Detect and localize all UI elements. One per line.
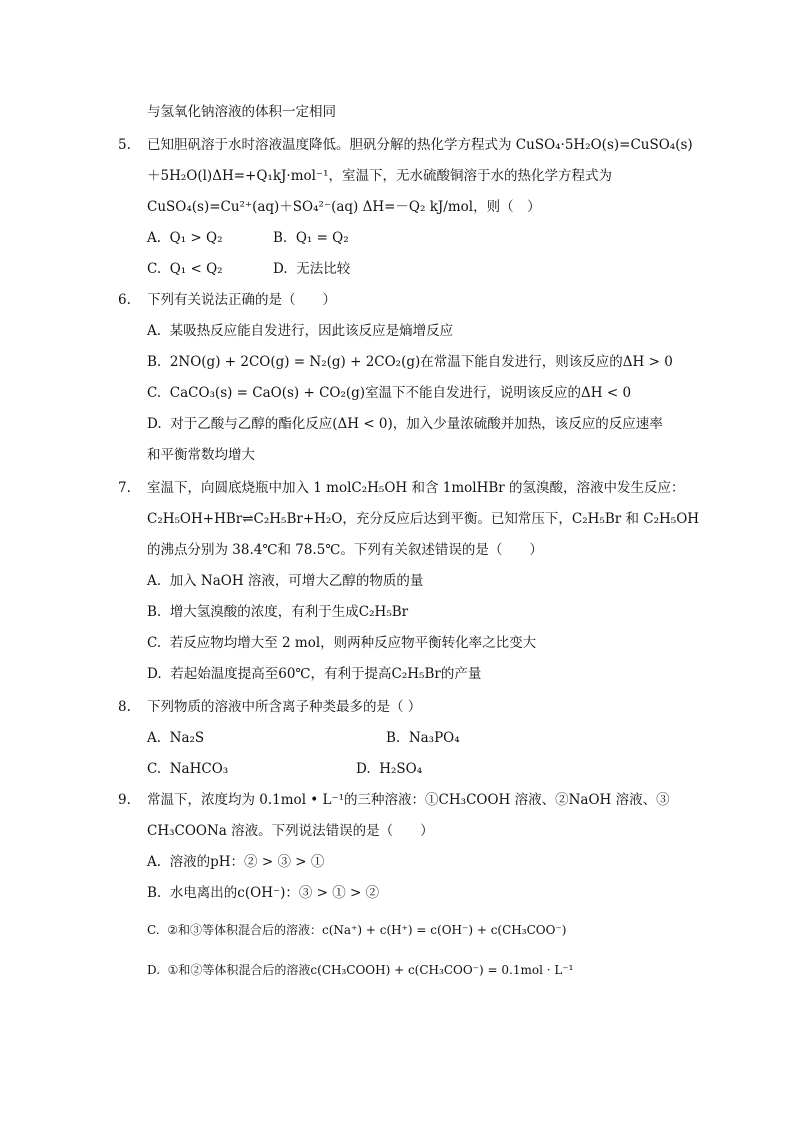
question-6-option-d-continuation: 和平衡常数均增大: [147, 447, 255, 463]
question-9-option-c: C. ②和③等体积混合后的溶液：c(Na⁺) + c(H⁺) = c(OH⁻) + c(CH₃COO⁻): [147, 923, 567, 937]
question-6-number: 6.: [118, 292, 131, 308]
question-7-option-d: D. 若起始温度提高至60℃，有利于提高C₂H₅Br的产量: [147, 666, 482, 682]
question-7-line-2: C₂H₅OH+HBr⇌C₂H₅Br+H₂O，充分反应后达到平衡。已知常压下，C₂H₅Br 和 C₂H₅OH: [147, 511, 700, 527]
question-5-option-c: C. Q₁ < Q₂: [147, 261, 223, 277]
question-8-option-b: B. Na₃PO₄: [386, 730, 460, 746]
question-8-number: 8.: [118, 699, 131, 715]
question-9-option-b: B. 水电离出的c(OH⁻)：③ > ① > ②: [147, 885, 380, 901]
question-6-option-d: D. 对于乙酸与乙醇的酯化反应(ΔH < 0)，加入少量浓硫酸并加热，该反应的反应速率: [147, 416, 663, 432]
question-5-line-3: CuSO₄(s)=Cu²⁺(aq)＋SO₄²⁻(aq) ΔH=－Q₂ kJ/mol，则（ ）: [147, 199, 541, 215]
question-6-option-c: C. CaCO₃(s) = CaO(s) + CO₂(g)室温下不能自发进行，说明该反应的ΔH < 0: [147, 385, 632, 401]
question-9-option-a: A. 溶液的pH：② > ③ > ①: [147, 854, 325, 870]
question-6-option-b: B. 2NO(g) + 2CO(g) = N₂(g) + 2CO₂(g)在常温下能自发进行，则该反应的ΔH > 0: [147, 354, 673, 370]
continuation-text: 与氢氧化钠溶液的体积一定相同: [147, 104, 336, 120]
question-7-line-3: 的沸点分别为 38.4℃和 78.5℃。下列有关叙述错误的是（ ）: [147, 542, 543, 558]
question-6-option-a: A. 某吸热反应能自发进行，因此该反应是熵增反应: [147, 323, 454, 339]
question-7-option-a: A. 加入 NaOH 溶液，可增大乙醇的物质的量: [147, 573, 424, 589]
question-5-option-a: A. Q₁ > Q₂: [147, 230, 223, 246]
question-5-line-1: 已知胆矾溶于水时溶液温度降低。胆矾分解的热化学方程式为 CuSO₄·5H₂O(s)=CuSO₄(s): [147, 137, 693, 153]
question-8-option-a: A. Na₂S: [147, 730, 205, 746]
question-9-line-1: 常温下，浓度均为 0.1mol • L⁻¹的三种溶液：①CH₃COOH 溶液、②NaOH 溶液、③: [147, 792, 670, 808]
question-5-line-2: ＋5H₂O(l)ΔH=+Q₁kJ·mol⁻¹，室温下，无水硫酸铜溶于水的热化学方程式为: [147, 168, 612, 184]
question-7-line-1: 室温下，向圆底烧瓶中加入 1 molC₂H₅OH 和含 1molHBr 的氢溴酸，溶液中发生反应：: [147, 480, 685, 496]
question-9-number: 9.: [118, 792, 131, 808]
question-8-option-c: C. NaHCO₃: [147, 761, 229, 777]
question-9-option-d: D. ①和②等体积混合后的溶液c(CH₃COOH) + c(CH₃COO⁻) = 0.1mol · L⁻¹: [147, 963, 574, 977]
question-5-option-d: D. 无法比较: [273, 261, 351, 277]
question-7-number: 7.: [118, 480, 131, 496]
question-8-stem: 下列物质的溶液中所含离子种类最多的是（ ）: [147, 699, 422, 715]
question-9-line-2: CH₃COONa 溶液。下列说法错误的是（ ）: [147, 823, 434, 839]
question-7-option-c: C. 若反应物均增大至 2 mol，则两种反应物平衡转化率之比变大: [147, 635, 537, 651]
question-6-stem: 下列有关说法正确的是（ ）: [147, 292, 336, 308]
question-7-option-b: B. 增大氢溴酸的浓度，有利于生成C₂H₅Br: [147, 604, 409, 620]
question-8-option-d: D. H₂SO₄: [356, 761, 423, 777]
question-5-number: 5.: [118, 137, 131, 153]
question-5-option-b: B. Q₁ = Q₂: [273, 230, 349, 246]
